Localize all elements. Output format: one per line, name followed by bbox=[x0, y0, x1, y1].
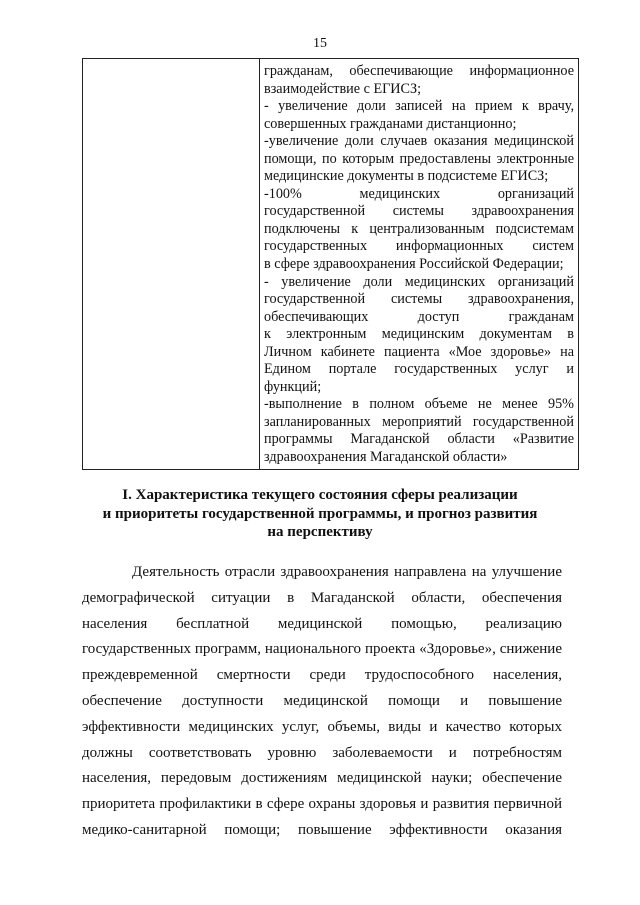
heading-line: I. Характеристика текущего состояния сферы реализации bbox=[122, 487, 518, 503]
cell-line: -увеличение доли случаев оказания медицинской bbox=[264, 133, 574, 150]
cell-line: запланированных мероприятий государственной bbox=[264, 413, 574, 430]
heading-line: и приоритеты государственной программы, и прогноз развития bbox=[102, 505, 538, 522]
paragraph-line: государственных программ, национального проекта «Здоровье», снижение bbox=[82, 641, 562, 658]
indicators-table bbox=[82, 58, 579, 470]
cell-line: Личном кабинете пациента «Мое здоровье» на bbox=[264, 343, 574, 360]
section-heading bbox=[0, 486, 640, 542]
cell-line: здравоохранения Магаданской области» bbox=[264, 449, 508, 466]
cell-line: гражданам, обеспечивающие информационное bbox=[264, 63, 574, 79]
cell-line: государственных информационных систем bbox=[264, 238, 574, 255]
cell-line: - увеличение доли медицинских организаций bbox=[264, 273, 574, 290]
cell-line: к электронным медицинским документам в bbox=[264, 326, 574, 343]
page-number: 15 bbox=[313, 36, 327, 51]
paragraph-line: населения бесплатной медицинской помощью, реализацию bbox=[82, 615, 562, 632]
table-left-cell bbox=[83, 59, 260, 469]
paragraph-line: медико-санитарной помощи; повышение эффективности оказания bbox=[82, 821, 562, 838]
table-right-cell bbox=[260, 59, 578, 469]
paragraph-line: преждевременной смертности среди трудоспособного населения, bbox=[82, 667, 562, 684]
cell-line: государственной системы здравоохранения bbox=[264, 203, 574, 220]
paragraph-line: Деятельность отрасли здравоохранения направлена на улучшение bbox=[132, 564, 562, 580]
cell-line: функций; bbox=[264, 378, 322, 395]
paragraph-line: демографической ситуации в Магаданской области, обеспечения bbox=[82, 589, 562, 606]
heading-line: на перспективу bbox=[267, 524, 373, 540]
cell-line: программы Магаданской области «Развитие bbox=[264, 431, 574, 448]
paragraph-line: населения, передовым достижениям медицинской науки; обеспечение bbox=[82, 770, 562, 787]
paragraph-line: обеспечение доступности медицинской помощи и повышение bbox=[82, 692, 562, 709]
cell-line: обеспечивающих доступ гражданам bbox=[264, 308, 574, 325]
paragraph-line: эффективности медицинских услуг, объемы, виды и качество которых bbox=[82, 718, 562, 735]
cell-line: - увеличение доли записей на прием к врачу, bbox=[264, 98, 574, 115]
cell-line: -выполнение в полном объеме не менее 95% bbox=[264, 396, 574, 413]
cell-line: в сфере здравоохранения Российской Федерации; bbox=[264, 256, 564, 273]
cell-line: взаимодействие с ЕГИСЗ; bbox=[264, 80, 422, 97]
paragraph-line: приоритета профилактики в сфере охраны здоровья и развития первичной bbox=[82, 796, 562, 813]
cell-line: подключены к централизованным подсистемам bbox=[264, 220, 574, 237]
cell-line: помощи, по которым предоставлены электронные bbox=[264, 150, 574, 167]
cell-line: совершенных гражданами дистанционно; bbox=[264, 115, 517, 132]
body-paragraph bbox=[82, 560, 562, 844]
cell-line: государственной системы здравоохранения, bbox=[264, 291, 574, 308]
cell-line: Едином портале государственных услуг и bbox=[264, 361, 574, 378]
paragraph-line: должны соответствовать уровню заболеваемости и потребностям bbox=[82, 744, 562, 761]
cell-line: -100% медицинских организаций bbox=[264, 185, 574, 202]
cell-line: медицинские документы в подсистеме ЕГИСЗ; bbox=[264, 168, 549, 185]
